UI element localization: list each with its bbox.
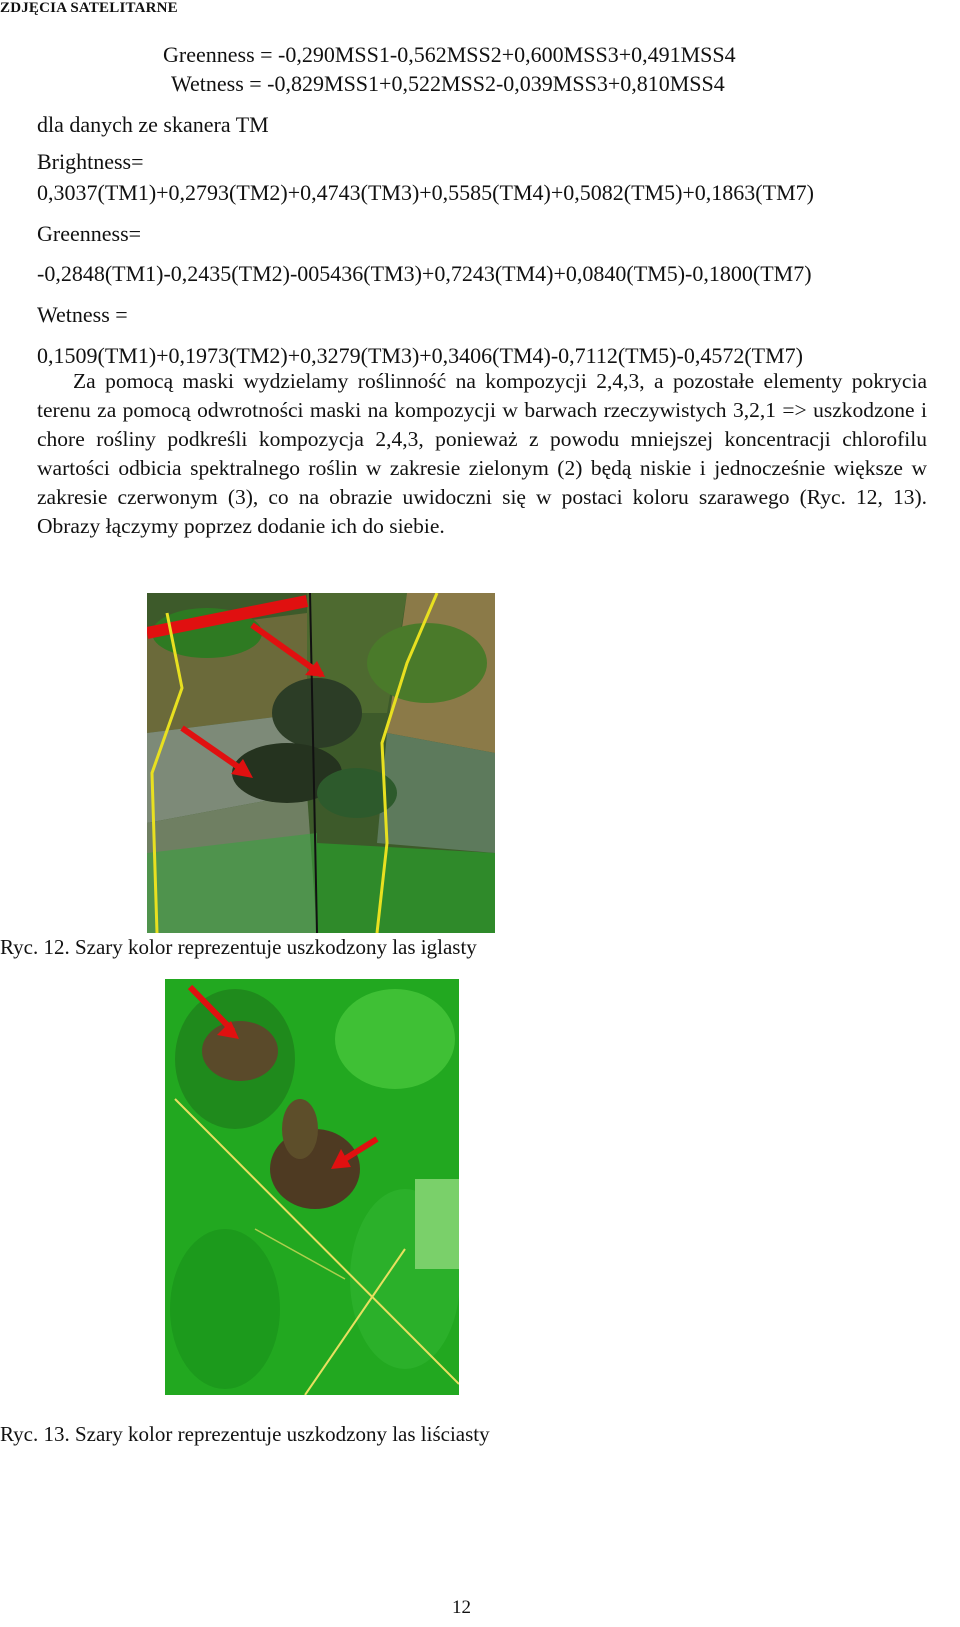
mss-wetness-formula: Wetness = -0,829MSS1+0,522MSS2-0,039MSS3+0,810MSS4: [171, 71, 725, 96]
figure-12-caption: Ryc. 12. Szary kolor reprezentuje uszkodzony las iglasty: [0, 935, 477, 959]
fig13-field: [415, 1179, 459, 1269]
figure-12-satellite-image: [147, 593, 495, 933]
tm-wetness-label: Wetness =: [37, 302, 128, 327]
page-number: 12: [452, 1597, 471, 1618]
figure-12-svg: [147, 593, 495, 933]
figure-13-satellite-image: [165, 979, 459, 1395]
tm-intro: dla danych ze skanera TM: [37, 112, 269, 137]
mss-greenness-formula: Greenness = -0,290MSS1-0,562MSS2+0,600MSS3+0,491MSS4: [163, 42, 736, 67]
page-header: ZDJĘCIA SATELITARNE: [0, 0, 178, 16]
fig12-damaged-forest-a: [272, 678, 362, 748]
body-paragraph: Za pomocą maski wydzielamy roślinność na kompozycji 2,4,3, a pozostałe elementy pokrycia terenu za pomocą odwrotności maski na kompozycji w barwach rzeczywistych 3,2,1 => uszkodzone i chore rośliny podkreśli kompozycja 2,4,3, ponieważ z powodu mniejszej koncentracji chlorofilu wartości odbicia spektralnego roślin w zakresie zielonym (2) będą niskie i jednocześnie większe w zakresie czerwonym (3), co na obrazie uwidoczni się w postaci koloru szarawego (Ryc. 12, 13). Obrazy łączymy poprzez dodanie ich do siebie.: [37, 369, 927, 538]
tm-greenness-label: Greenness=: [37, 221, 142, 246]
fig13-damaged-forest-a: [202, 1021, 278, 1081]
tm-brightness-label: Brightness=: [37, 149, 144, 174]
tm-wetness-formula: 0,1509(TM1)+0,1973(TM2)+0,3279(TM3)+0,3406(TM4)-0,7112(TM5)-0,4572(TM7): [37, 343, 803, 368]
fig13-damaged-forest-c: [282, 1099, 318, 1159]
fig13-forest-d: [170, 1229, 280, 1389]
figure-13-caption: Ryc. 13. Szary kolor reprezentuje uszkodzony las liściasty: [0, 1422, 490, 1446]
fig13-forest-b: [335, 989, 455, 1089]
tm-greenness-formula: -0,2848(TM1)-0,2435(TM2)-005436(TM3)+0,7243(TM4)+0,0840(TM5)-0,1800(TM7): [37, 261, 812, 286]
fig12-field-g: [317, 843, 495, 933]
figure-13-svg: [165, 979, 459, 1395]
fig12-forest-b: [367, 623, 487, 703]
tm-brightness-formula: 0,3037(TM1)+0,2793(TM2)+0,4743(TM3)+0,5585(TM4)+0,5082(TM5)+0,1863(TM7): [37, 180, 814, 205]
